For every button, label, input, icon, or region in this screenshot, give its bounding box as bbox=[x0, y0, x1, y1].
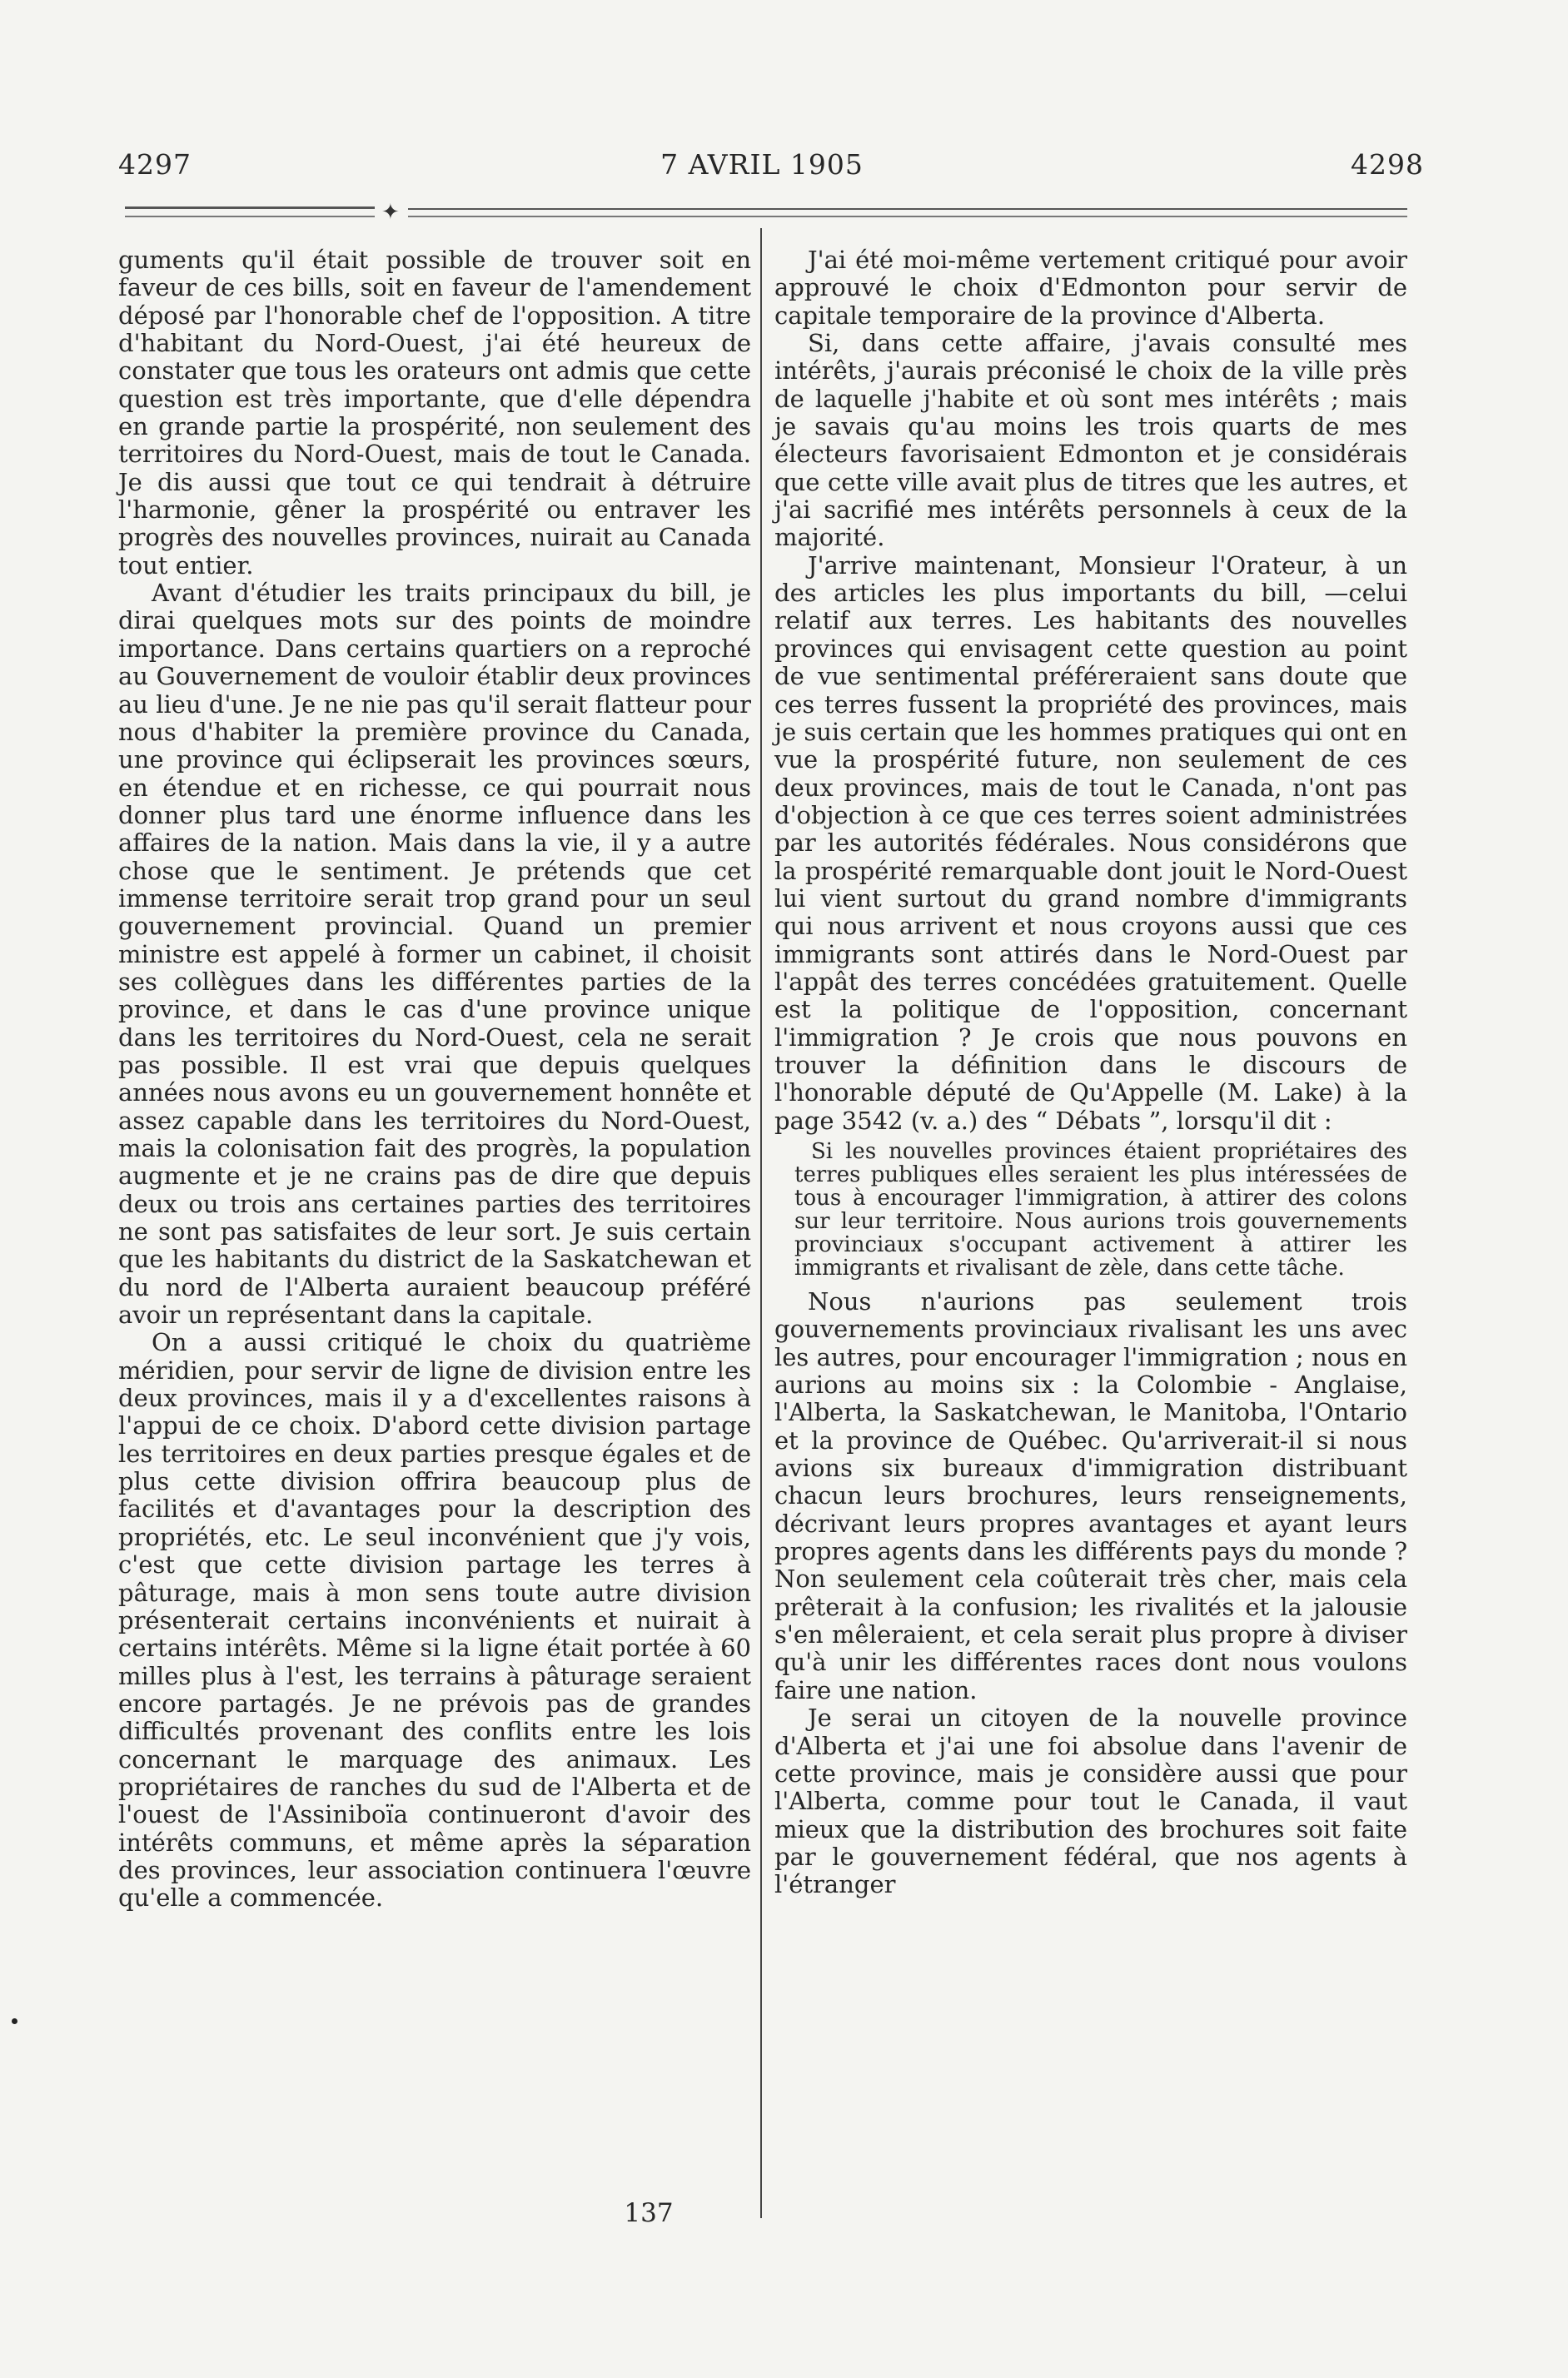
paragraph: J'ai été moi-même vertement critiqué pour avoir approuvé le choix d'Edmonton pour servir de capitale temporaire de la province d'Alberta. bbox=[774, 246, 1407, 330]
left-column bbox=[118, 246, 751, 1913]
block-quote bbox=[794, 1140, 1407, 1280]
scan-speck bbox=[12, 2018, 17, 2024]
paragraph: Si, dans cette affaire, j'avais consulté mes intérêts, j'aurais préconisé le choix de la ville près de laquelle j'habite et où sont mes intérêts ; mais je savais qu'au moins les trois quarts de mes électeurs favorisaient Edmonton et je considérais que cette ville avait plus de titres que les autres, et j'ai sacrifié mes intérêts personnels à ceux de la majorité. bbox=[774, 329, 1407, 552]
column-divider bbox=[760, 228, 762, 2218]
right-page-number: 4298 bbox=[1351, 148, 1424, 181]
paragraph: guments qu'il était possible de trouver soit en faveur de ces bills, soit en faveur de l'amendement déposé par l'honorable chef de l'opposition. A titre d'habitant du Nord-Ouest, j'ai été heureux de constater que tous les orateurs ont admis que cette question est très importante, que d'elle dépendra en grande partie la prospérité, non seulement des territoires du Nord-Ouest, mais de tout le Canada. Je dis aussi que tout ce qui tendrait à détruire l'harmonie, gêner la prospérité ou entraver les progrès des nouvelles provinces, nuirait au Canada tout entier. bbox=[118, 246, 751, 580]
header-rule-right bbox=[408, 208, 1407, 217]
page-date: 7 AVRIL 1905 bbox=[660, 148, 864, 181]
header-rule-left bbox=[125, 206, 375, 217]
left-page-number: 4297 bbox=[118, 148, 192, 181]
paragraph: Nous n'aurions pas seulement trois gouvernements provinciaux rivalisant les uns avec les autres, pour encourager l'immigration ; nous en aurions au moins six : la Colombie - Anglaise, l'Alberta, la Saskatchewan, le Manitoba, l'Ontario et la province de Québec. Qu'arriverait-il si nous avions six bureaux d'immigration distribuant chacun leurs brochures, leurs renseignements, décrivant leurs propres avantages et ayant leurs propres agents dans les différents pays du monde ? Non seulement cela coûterait très cher, mais cela prêterait à la confusion; les rivalités et la jalousie s'en mêleraient, et cela serait plus propre à diviser qu'à unir les différentes races dont nous voulons faire une nation. bbox=[774, 1287, 1407, 1704]
ornament-icon: ✦ bbox=[381, 200, 400, 225]
paragraph: On a aussi critiqué le choix du quatrième méridien, pour servir de ligne de division entre les deux provinces, mais il y a d'excellentes raisons à l'appui de ce choix. D'abord cette division partage les territoires en deux parties presque égales et de plus cette division offrira beaucoup plus de facilités et d'avantages pour la description des propriétés, etc. Le seul inconvénient que j'y vois, c'est que cette division partage les terres à pâturage, mais à mon sens toute autre division présenterait certains inconvénients et nuirait à certains intérêts. Même si la ligne était portée à 60 milles plus à l'est, les terrains à pâturage seraient encore partagés. Je ne prévois pas de grandes difficultés provenant des conflits entre les lois concernant le marquage des animaux. Les propriétaires de ranches du sud de l'Alberta et de l'ouest de l'Assiniboïa continueront d'avoir des intérêts communs, et même après la séparation des provinces, leur association continuera l'œuvre qu'elle a commencée. bbox=[118, 1328, 751, 1913]
right-column bbox=[774, 246, 1407, 1899]
quote-text: Si les nouvelles provinces étaient propriétaires des terres publiques elles seraient les plus intéressées de tous à encourager l'immigration, à attirer des colons sur leur territoire. Nous aurions trois gouvernements provinciaux s'occupant activement à attirer les immigrants et rivalisant de zèle, dans cette tâche. bbox=[794, 1139, 1407, 1281]
paragraph: J'arrive maintenant, Monsieur l'Orateur, à un des articles les plus importants du bill, —celui relatif aux terres. Les habitants des nouvelles provinces qui envisagent cette question au point de vue sentimental préféreraient sans doute que ces terres fussent la propriété des provinces, mais je suis certain que les hommes pratiques qui ont en vue la prospérité future, non seulement de ces deux provinces, mais de tout le Canada, n'ont pas d'objection à ce que ces terres soient administrées par les autorités fédérales. Nous considérons que la prospérité remarquable dont jouit le Nord-Ouest lui vient surtout du grand nombre d'immigrants qui nous arrivent et nous croyons aussi que ces immigrants sont attirés dans le Nord-Ouest par l'appât des terres concédées gratuitement. Quelle est la politique de l'opposition, concernant l'immigration ? Je crois que nous pouvons en trouver la définition dans le discours de l'honorable député de Qu'Appelle (M. Lake) à la page 3542 (v. a.) des “ Débats ”, lorsqu'il dit : bbox=[774, 550, 1407, 1135]
footer-page-number: 137 bbox=[624, 2198, 674, 2228]
page-header bbox=[117, 148, 1424, 198]
paragraph: Avant d'étudier les traits principaux du bill, je dirai quelques mots sur des points de moindre importance. Dans certains quartiers on a reproché au Gouvernement de vouloir établir deux provinces au lieu d'une. Je ne nie pas qu'il serait flatteur pour nous d'habiter la première province du Canada, une province qui éclipserait les provinces sœurs, en étendue et en richesse, ce qui pourrait nous donner plus tard une énorme influence dans les affaires de la nation. Mais dans la vie, il y a autre chose que le sentiment. Je prétends que cet immense territoire serait trop grand pour un seul gouvernement provincial. Quand un premier ministre est appelé à former un cabinet, il choisit ses collègues dans les différentes parties de la province, et dans le cas d'une province unique dans les territoires du Nord-Ouest, cela ne serait pas possible. Il est vrai que depuis quelques années nous avons eu un gouvernement honnête et assez capable dans les territoires du Nord-Ouest, mais la colonisation fait des progrès, la population augmente et je ne crains pas de dire que depuis deux ou trois ans certaines parties des territoires ne sont pas satisfaites de leur sort. Je suis certain que les habitants du district de la Saskatchewan et du nord de l'Alberta auraient beaucoup préféré avoir un représentant dans la capitale. bbox=[118, 579, 751, 1330]
paragraph: Je serai un citoyen de la nouvelle province d'Alberta et j'ai une foi absolue dans l'avenir de cette province, mais je considère aussi que pour l'Alberta, comme pour tout le Canada, il vaut mieux que la distribution des brochures soit faite par le gouvernement fédéral, que nos agents à l'étranger bbox=[774, 1704, 1407, 1899]
